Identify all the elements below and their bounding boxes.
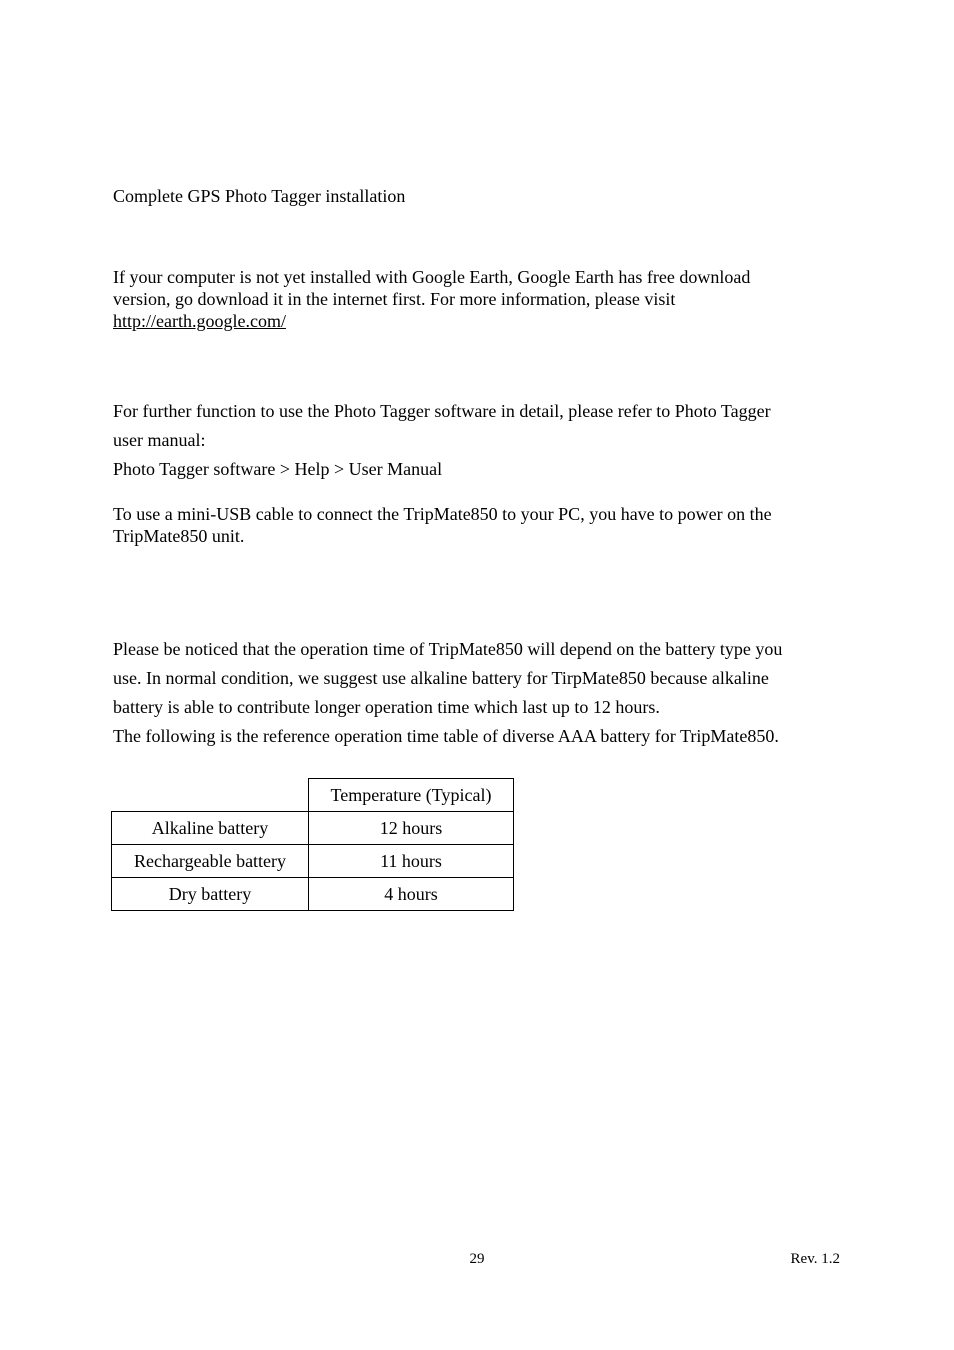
revision-label: Rev. 1.2 <box>790 1251 840 1267</box>
battery-paragraph <box>113 635 843 751</box>
manual-line-1: For further function to use the Photo Tagger software in detail, please refer to Photo Tagger <box>113 401 771 421</box>
usb-line-1: To use a mini-USB cable to connect the TripMate850 to your PC, you have to power on the <box>113 504 772 524</box>
table-corner-cell <box>112 779 309 812</box>
usb-paragraph <box>113 503 843 547</box>
battery-type-cell: Rechargeable battery <box>112 845 309 878</box>
table-header-row <box>112 779 514 812</box>
battery-time-table <box>111 778 514 911</box>
table-row <box>112 845 514 878</box>
battery-line-4: The following is the reference operation time table of diverse AAA battery for TripMate850. <box>113 726 779 746</box>
table-header-cell: Temperature (Typical) <box>309 779 514 812</box>
battery-type-cell: Alkaline battery <box>112 812 309 845</box>
battery-line-3: battery is able to contribute longer operation time which last up to 12 hours. <box>113 697 660 717</box>
google-earth-line-2: version, go download it in the internet first. For more information, please visit <box>113 289 676 309</box>
battery-hours-cell: 12 hours <box>309 812 514 845</box>
google-earth-link[interactable]: http://earth.google.com/ <box>113 311 286 331</box>
battery-type-cell: Dry battery <box>112 878 309 911</box>
battery-line-2: use. In normal condition, we suggest use alkaline battery for TirpMate850 because alkaline <box>113 668 769 688</box>
usb-line-2: TripMate850 unit. <box>113 526 245 546</box>
battery-hours-cell: 11 hours <box>309 845 514 878</box>
page-number: 29 <box>469 1251 485 1267</box>
heading-text: Complete GPS Photo Tagger installation <box>113 186 406 206</box>
google-earth-line-1: If your computer is not yet installed with Google Earth, Google Earth has free download <box>113 267 751 287</box>
manual-line-2: user manual: <box>113 430 206 450</box>
table-row <box>112 878 514 911</box>
manual-menu-path: Photo Tagger software > Help > User Manual <box>113 459 443 479</box>
section-heading <box>113 185 843 207</box>
google-earth-paragraph <box>113 266 843 332</box>
user-manual-paragraph <box>113 397 843 484</box>
battery-hours-cell: 4 hours <box>309 878 514 911</box>
table-row <box>112 812 514 845</box>
battery-line-1: Please be noticed that the operation time of TripMate850 will depend on the battery type you <box>113 639 783 659</box>
